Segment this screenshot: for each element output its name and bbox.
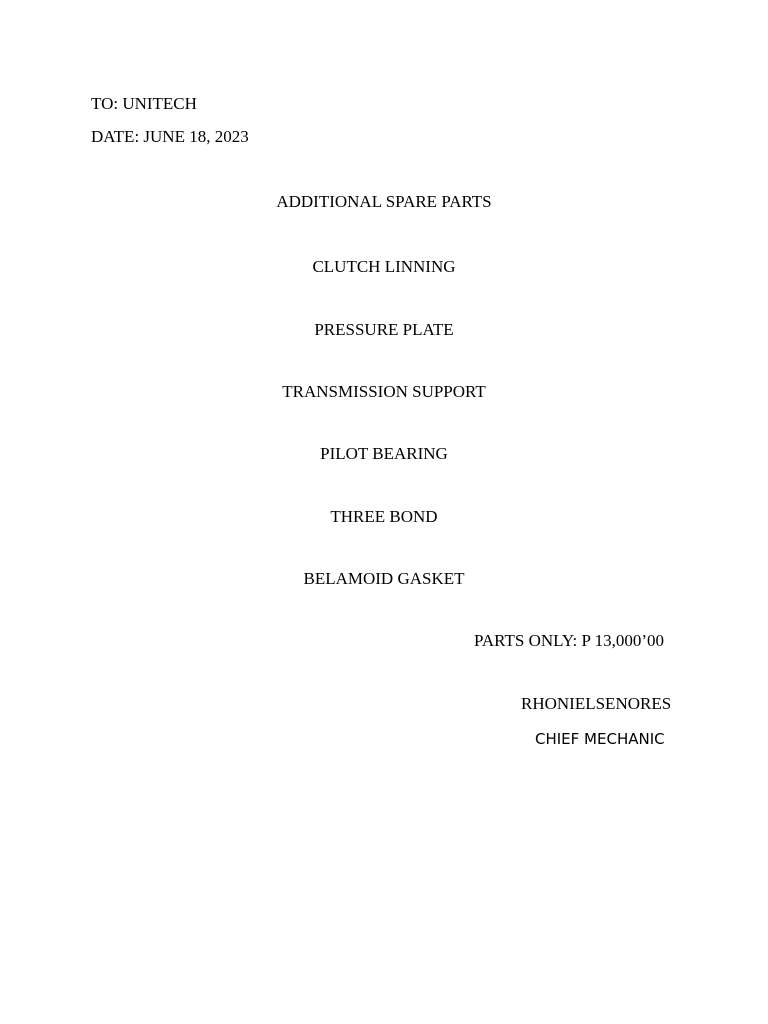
part-item: TRANSMISSION SUPPORT bbox=[282, 382, 486, 401]
signer-title: CHIEF MECHANIC bbox=[535, 730, 665, 748]
recipient-line: TO: UNITECH bbox=[91, 94, 197, 113]
part-item: PILOT BEARING bbox=[320, 444, 448, 463]
signer-name: RHONIELSENORES bbox=[521, 694, 672, 713]
part-item: THREE BOND bbox=[330, 507, 438, 526]
part-item: CLUTCH LINNING bbox=[312, 257, 456, 276]
part-item: PRESSURE PLATE bbox=[314, 320, 454, 339]
total-price: PARTS ONLY: P 13,000’00 bbox=[474, 631, 664, 650]
date-line: DATE: JUNE 18, 2023 bbox=[91, 127, 249, 146]
part-item: BELAMOID GASKET bbox=[303, 569, 465, 588]
document-heading: ADDITIONAL SPARE PARTS bbox=[276, 192, 492, 211]
